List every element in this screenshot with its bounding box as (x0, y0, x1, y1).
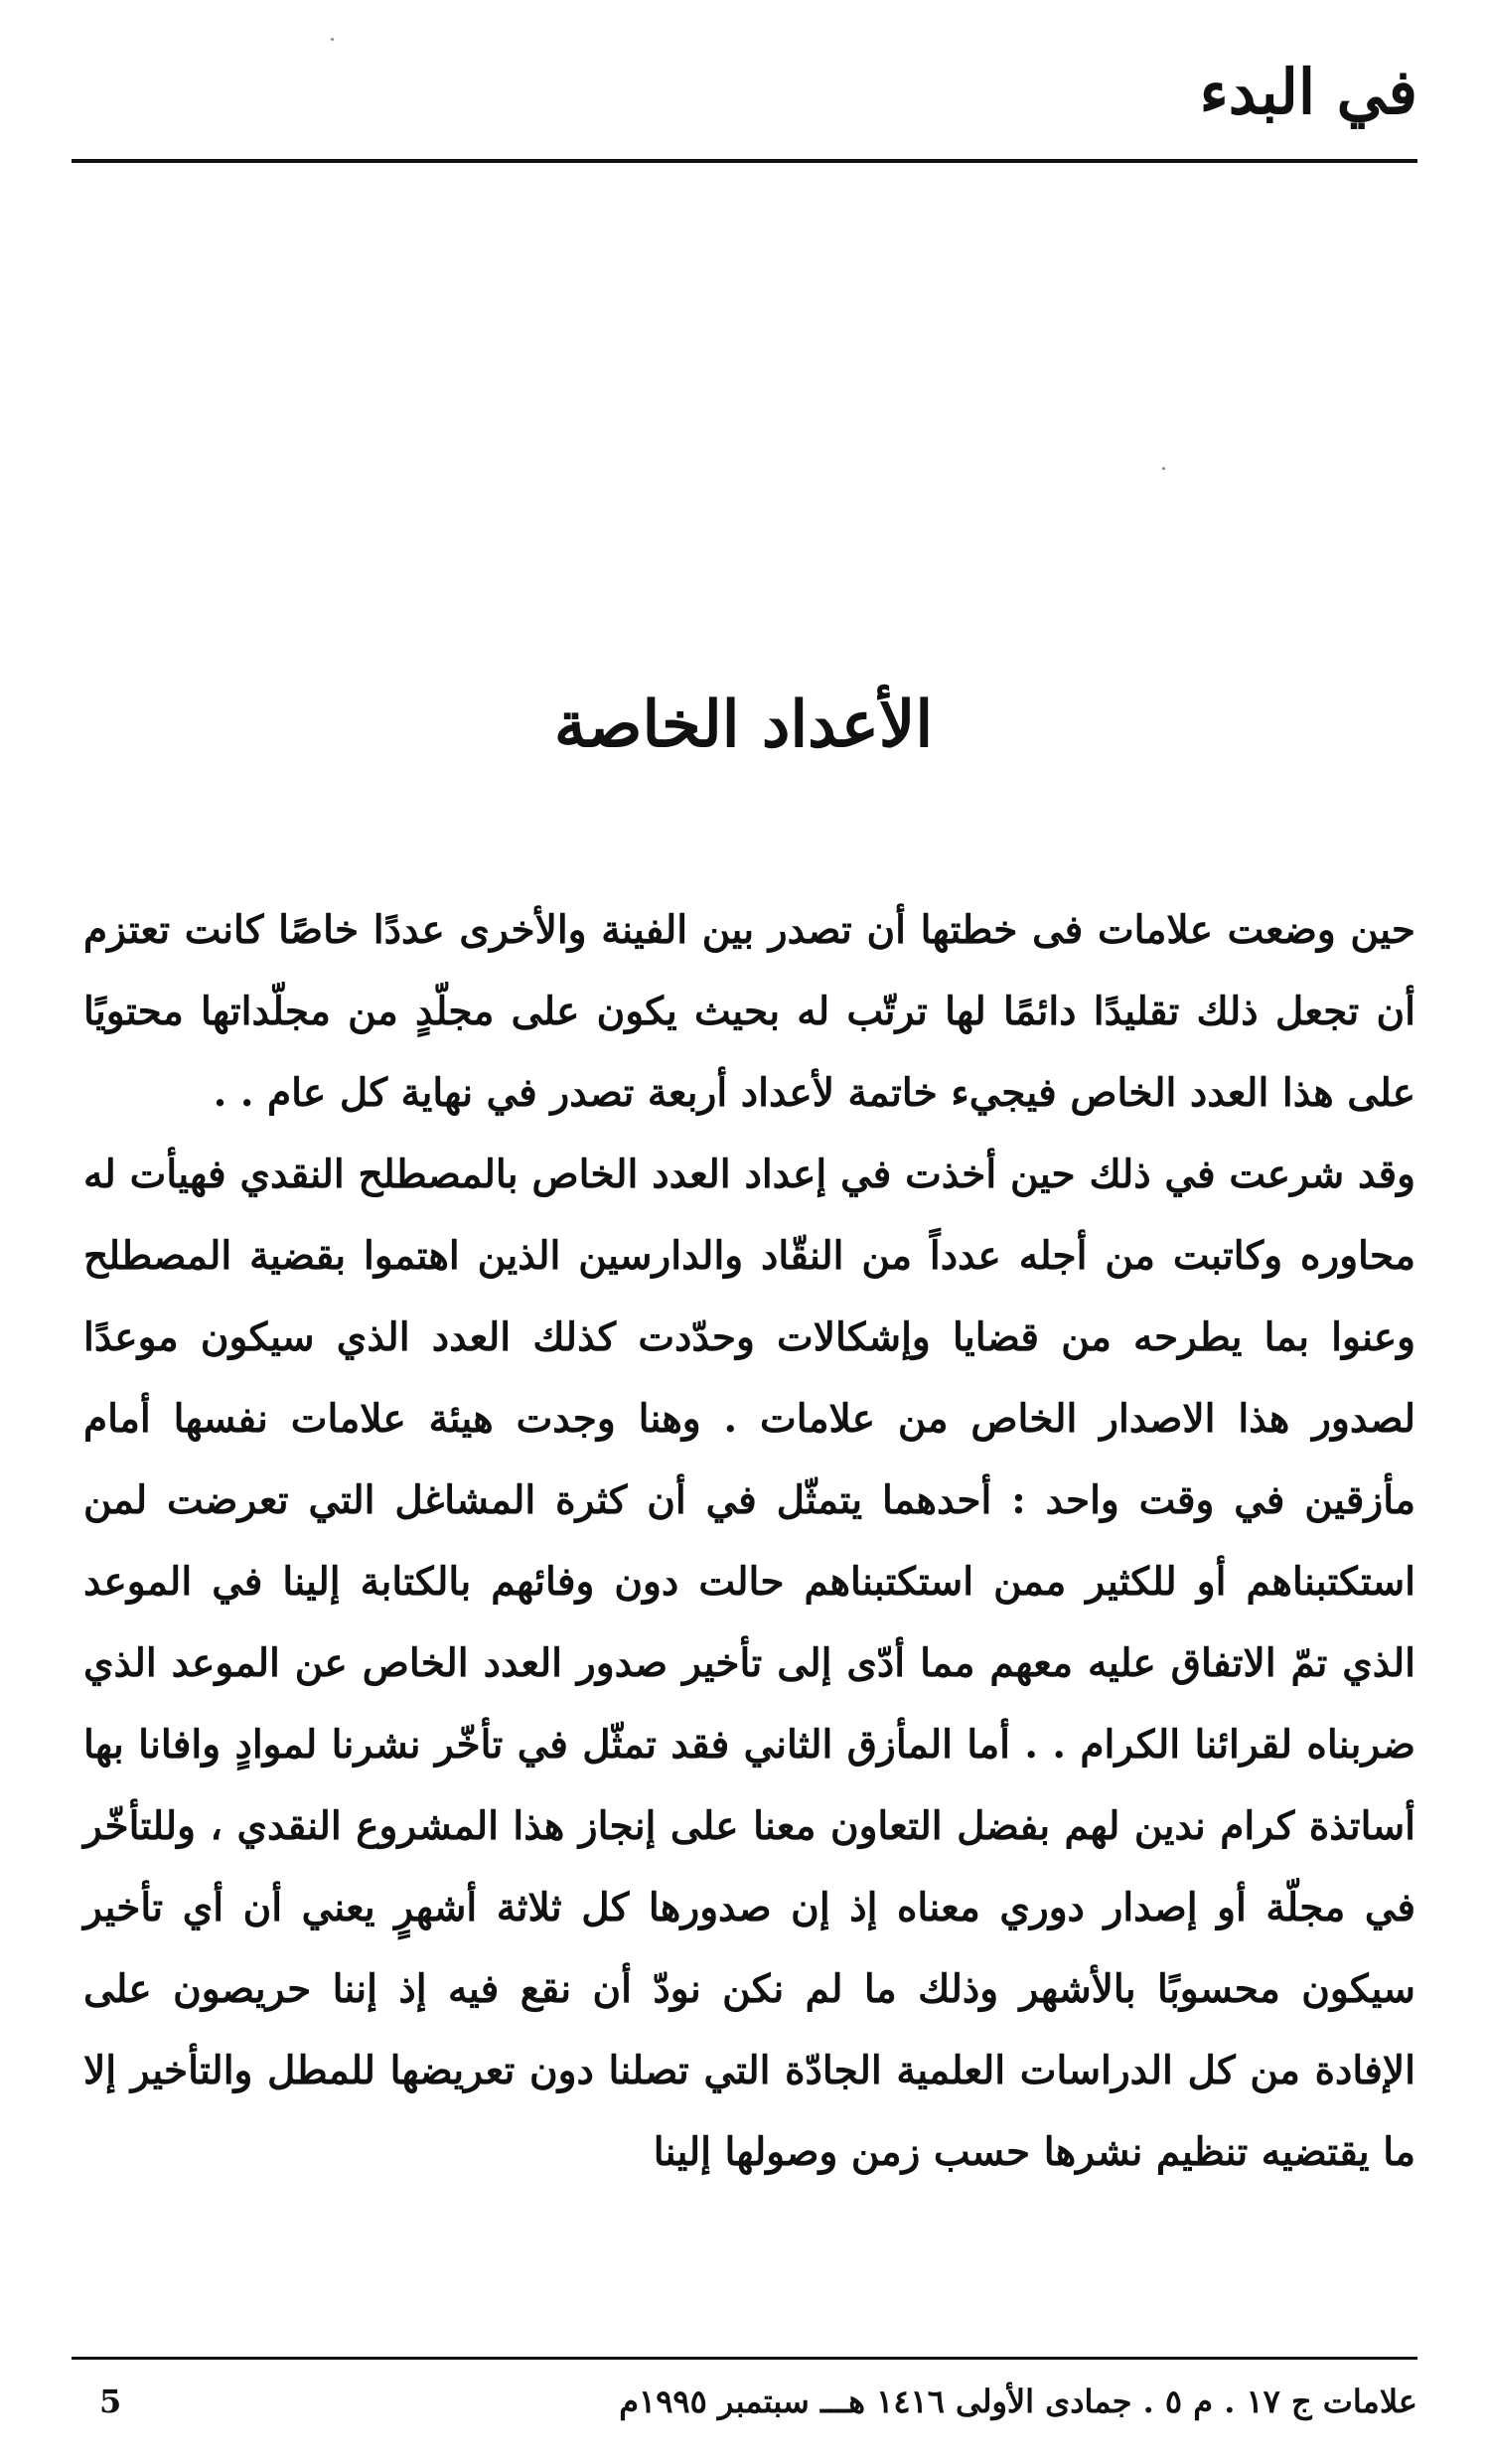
body-paragraph: حين وضعت علامات فى خطتها أن تصدر بين الفينة والأخرى عددًا خاصًا كانت تعتزم أن تجعل ذلك تقليدًا دائمًا لها ترتّب له بحيث يكون على مجلّدٍ من مجلّداتها محتويًا على هذا العدد الخاص فيجيء خاتمة لأعداد أربعة تصدر في نهاية كل عام . . (83, 907, 1415, 1116)
header-rule (72, 159, 1417, 163)
page-number: 5 (99, 2383, 122, 2420)
speck-mark (1162, 467, 1165, 470)
running-head: في البدء (1199, 56, 1417, 128)
article-body (83, 889, 1415, 2193)
speck-mark (331, 38, 334, 41)
footer-rule (72, 2357, 1417, 2360)
issue-citation: علامات ج ١٧ . م ٥ . جمادى الأولى ١٤١٦ هـــ سبتمبر ١٩٩٥م (619, 2383, 1417, 2420)
article-title: الأعداد الخاصة (553, 687, 934, 762)
page-footer (72, 2383, 1417, 2432)
body-paragraph: وقد شرعت في ذلك حين أخذت في إعداد العدد الخاص بالمصطلح النقدي فهيأت له محاوره وكاتبت من أجله عدداً من النقّاد والدارسين الذين اهتموا بقضية المصطلح وعنوا بما يطرحه من قضايا وإشكالات وحدّدت كذلك العدد الذي سيكون موعدًا لصدور هذا الاصدار الخاص من علامات . وهنا وجدت هيئة علامات نفسها أمام مأزقين في وقت واحد : أحدهما يتمثّل في أن كثرة المشاغل التي تعرضت لمن استكتبناهم أو للكثير ممن استكتبناهم حالت دون وفائهم بالكتابة إلينا في الموعد الذي تمّ الاتفاق عليه معهم مما أدّى إلى تأخير صدور العدد الخاص عن الموعد الذي ضربناه لقرائنا الكرام . . أما المأزق الثاني فقد تمثّل في تأخّر نشرنا لموادٍ وافانا بها أساتذة كرام ندين لهم بفضل التعاون معنا على إنجاز هذا المشروع النقدي ، وللتأخّر في مجلّة أو إصدار دوري معناه إذ إن صدورها كل ثلاثة أشهرٍ يعني أن أي تأخير سيكون محسوبًا بالأشهر وذلك ما لم نكن نودّ أن نقع فيه إذ إننا حريصون على الإفادة من كل الدراسات العلمية الجادّة التي تصلنا دون تعريضها للمطل والتأخير إلا ما يقتضيه تنظيم نشرها حسب زمن وصولها إلينا (83, 1152, 1415, 2175)
